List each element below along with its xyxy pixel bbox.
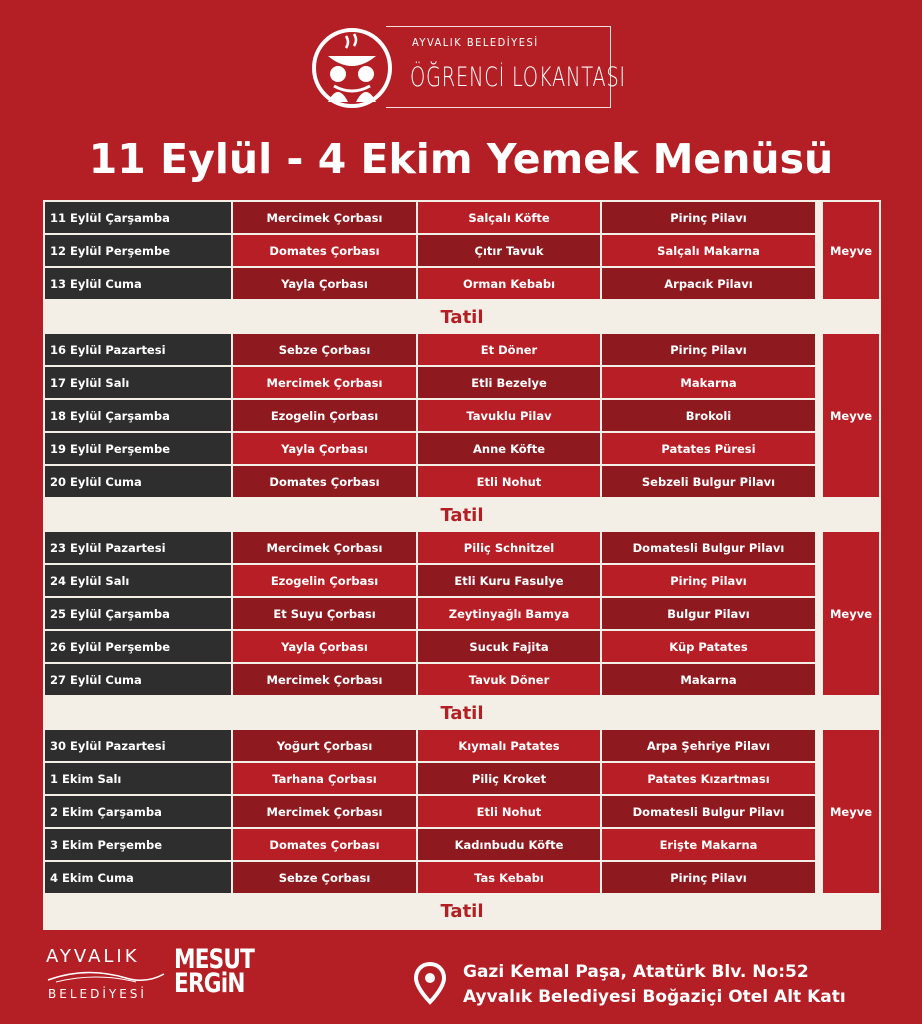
day-cell: 13 Eylül Cuma — [45, 268, 231, 299]
day-cell: 2 Ekim Çarşamba — [45, 796, 231, 827]
day-cell: 3 Ekim Perşembe — [45, 829, 231, 860]
menu-row — [45, 565, 879, 596]
address-line-1: Gazi Kemal Paşa, Atatürk Blv. No:52 — [463, 962, 809, 982]
menu-row — [45, 598, 879, 629]
dessert-cell: Meyve — [823, 532, 879, 695]
ayvalik-municipality-logo — [46, 946, 166, 1006]
holiday-row: Tatil — [45, 697, 879, 730]
side-dish-cell: Erişte Makarna — [602, 829, 815, 860]
soup-cell: Domates Çorbası — [233, 466, 416, 497]
main-dish-cell: Piliç Kroket — [418, 763, 600, 794]
side-dish-cell: Bulgur Pilavı — [602, 598, 815, 629]
dessert-cell: Meyve — [823, 202, 879, 299]
municipality-sub: BELEDİYESİ — [48, 987, 147, 1001]
side-dish-cell: Pirinç Pilavı — [602, 202, 815, 233]
holiday-row: Tatil — [45, 499, 879, 532]
soup-cell: Mercimek Çorbası — [233, 367, 416, 398]
side-dish-cell: Sebzeli Bulgur Pilavı — [602, 466, 815, 497]
location-pin-icon — [414, 962, 446, 1006]
day-cell: 27 Eylül Cuma — [45, 664, 231, 695]
week-block — [45, 202, 879, 299]
day-cell: 26 Eylül Perşembe — [45, 631, 231, 662]
soup-cell: Yoğurt Çorbası — [233, 730, 416, 761]
soup-cell: Domates Çorbası — [233, 829, 416, 860]
soup-cell: Ezogelin Çorbası — [233, 565, 416, 596]
soup-cell: Mercimek Çorbası — [233, 796, 416, 827]
menu-row — [45, 400, 879, 431]
day-cell: 23 Eylül Pazartesi — [45, 532, 231, 563]
soup-cell: Tarhana Çorbası — [233, 763, 416, 794]
day-cell: 12 Eylül Perşembe — [45, 235, 231, 266]
side-dish-cell: Arpacık Pilavı — [602, 268, 815, 299]
menu-row — [45, 796, 879, 827]
soup-cell: Yayla Çorbası — [233, 268, 416, 299]
address-line-2: Ayvalık Belediyesi Boğaziçi Otel Alt Katı — [463, 987, 846, 1007]
dessert-cell: Meyve — [823, 334, 879, 497]
main-dish-cell: Zeytinyağlı Bamya — [418, 598, 600, 629]
main-dish-cell: Tas Kebabı — [418, 862, 600, 893]
side-dish-cell: Arpa Şehriye Pilavı — [602, 730, 815, 761]
day-cell: 11 Eylül Çarşamba — [45, 202, 231, 233]
soup-cell: Mercimek Çorbası — [233, 202, 416, 233]
menu-row — [45, 334, 879, 365]
logo-restaurant-name: ÖĞRENCİ LOKANTASI — [410, 62, 626, 93]
menu-row — [45, 367, 879, 398]
menu-row — [45, 268, 879, 299]
page-title: 11 Eylül - 4 Ekim Yemek Menüsü — [88, 135, 834, 183]
main-dish-cell: Tavuk Döner — [418, 664, 600, 695]
soup-cell: Yayla Çorbası — [233, 631, 416, 662]
menu-row — [45, 235, 879, 266]
day-cell: 1 Ekim Salı — [45, 763, 231, 794]
soup-cell: Yayla Çorbası — [233, 433, 416, 464]
main-dish-cell: Piliç Schnitzel — [418, 532, 600, 563]
week-block — [45, 532, 879, 695]
menu-row — [45, 466, 879, 497]
soup-cell: Sebze Çorbası — [233, 862, 416, 893]
day-cell: 18 Eylül Çarşamba — [45, 400, 231, 431]
side-dish-cell: Patates Püresi — [602, 433, 815, 464]
day-cell: 19 Eylül Perşembe — [45, 433, 231, 464]
main-dish-cell: Kadınbudu Köfte — [418, 829, 600, 860]
menu-row — [45, 433, 879, 464]
day-cell: 4 Ekim Cuma — [45, 862, 231, 893]
main-dish-cell: Etli Nohut — [418, 466, 600, 497]
main-dish-cell: Et Döner — [418, 334, 600, 365]
soup-cell: Domates Çorbası — [233, 235, 416, 266]
soup-cell: Et Suyu Çorbası — [233, 598, 416, 629]
day-cell: 16 Eylül Pazartesi — [45, 334, 231, 365]
side-dish-cell: Domatesli Bulgur Pilavı — [602, 796, 815, 827]
menu-table — [43, 200, 881, 930]
side-dish-cell: Makarna — [602, 367, 815, 398]
day-cell: 30 Eylül Pazartesi — [45, 730, 231, 761]
main-dish-cell: Etli Nohut — [418, 796, 600, 827]
menu-row — [45, 631, 879, 662]
side-dish-cell: Pirinç Pilavı — [602, 565, 815, 596]
menu-row — [45, 763, 879, 794]
side-dish-cell: Salçalı Makarna — [602, 235, 815, 266]
week-block — [45, 730, 879, 893]
day-cell: 20 Eylül Cuma — [45, 466, 231, 497]
main-dish-cell: Orman Kebabı — [418, 268, 600, 299]
main-dish-cell: Kıymalı Patates — [418, 730, 600, 761]
soup-cell: Mercimek Çorbası — [233, 664, 416, 695]
mayor-last-name: ERGiN — [174, 968, 245, 999]
menu-row — [45, 730, 879, 761]
side-dish-cell: Makarna — [602, 664, 815, 695]
logo-org-name: AYVALIK BELEDİYESİ — [412, 36, 539, 49]
menu-row — [45, 862, 879, 893]
main-dish-cell: Etli Bezelye — [418, 367, 600, 398]
soup-cell: Mercimek Çorbası — [233, 532, 416, 563]
day-cell: 17 Eylül Salı — [45, 367, 231, 398]
menu-row — [45, 532, 879, 563]
week-block — [45, 334, 879, 497]
side-dish-cell: Küp Patates — [602, 631, 815, 662]
dessert-cell: Meyve — [823, 730, 879, 893]
main-dish-cell: Sucuk Fajita — [418, 631, 600, 662]
main-dish-cell: Tavuklu Pilav — [418, 400, 600, 431]
main-dish-cell: Çıtır Tavuk — [418, 235, 600, 266]
municipality-word: AYVALIK — [46, 946, 140, 967]
day-cell: 25 Eylül Çarşamba — [45, 598, 231, 629]
mayor-logo — [174, 944, 274, 1010]
side-dish-cell: Domatesli Bulgur Pilavı — [602, 532, 815, 563]
menu-row — [45, 829, 879, 860]
main-dish-cell: Etli Kuru Fasulye — [418, 565, 600, 596]
soup-cell: Sebze Çorbası — [233, 334, 416, 365]
main-dish-cell: Salçalı Köfte — [418, 202, 600, 233]
soup-cell: Ezogelin Çorbası — [233, 400, 416, 431]
side-dish-cell: Pirinç Pilavı — [602, 334, 815, 365]
holiday-row: Tatil — [45, 301, 879, 334]
mayor-first-name: MESUT — [174, 944, 255, 975]
main-dish-cell: Anne Köfte — [418, 433, 600, 464]
menu-row — [45, 664, 879, 695]
side-dish-cell: Patates Kızartması — [602, 763, 815, 794]
menu-row — [45, 202, 879, 233]
restaurant-logo — [306, 22, 626, 110]
wave-icon — [46, 968, 166, 988]
holiday-row: Tatil — [45, 895, 879, 928]
side-dish-cell: Brokoli — [602, 400, 815, 431]
day-cell: 24 Eylül Salı — [45, 565, 231, 596]
side-dish-cell: Pirinç Pilavı — [602, 862, 815, 893]
